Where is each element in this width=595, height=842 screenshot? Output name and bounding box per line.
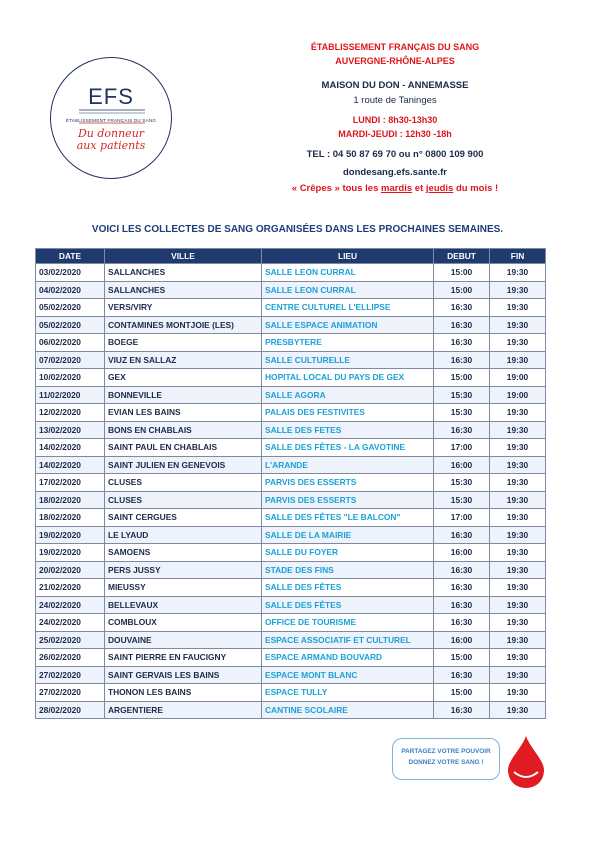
cell-ville: SAINT GERVAIS LES BAINS xyxy=(105,666,262,684)
logo-tagline xyxy=(51,128,171,152)
cell-ville: COMBLOUX xyxy=(105,614,262,632)
cell-ville: EVIAN LES BAINS xyxy=(105,404,262,422)
header-debut: DEBUT xyxy=(434,249,490,264)
table-row xyxy=(36,649,546,667)
cell-debut: 16:30 xyxy=(434,421,490,439)
cell-date: 24/02/2020 xyxy=(36,614,105,632)
cell-lieu: ESPACE ARMAND BOUVARD xyxy=(262,649,434,667)
table-row xyxy=(36,404,546,422)
cell-lieu: HOPITAL LOCAL DU PAYS DE GEX xyxy=(262,369,434,387)
cell-debut: 16:30 xyxy=(434,299,490,317)
cell-date: 06/02/2020 xyxy=(36,334,105,352)
table-row xyxy=(36,474,546,492)
cell-fin: 19:30 xyxy=(490,649,546,667)
cell-fin: 19:30 xyxy=(490,421,546,439)
cell-fin: 19:30 xyxy=(490,299,546,317)
cell-lieu: ESPACE MONT BLANC xyxy=(262,666,434,684)
cell-debut: 16:00 xyxy=(434,631,490,649)
cell-lieu: STADE DES FINS xyxy=(262,561,434,579)
cell-ville: SALLANCHES xyxy=(105,281,262,299)
cell-debut: 16:30 xyxy=(434,701,490,719)
cell-date: 12/02/2020 xyxy=(36,404,105,422)
hours-monday: LUNDI : 8h30-13h30 xyxy=(352,115,438,125)
cell-fin: 19:30 xyxy=(490,474,546,492)
cell-lieu: OFFICE DE TOURISME xyxy=(262,614,434,632)
cell-ville: SAINT JULIEN EN GENEVOIS xyxy=(105,456,262,474)
site-name: MAISON DU DON - ANNEMASSE xyxy=(321,80,469,91)
table-row xyxy=(36,421,546,439)
cell-lieu: L'ARANDE xyxy=(262,456,434,474)
cell-ville: BELLEVAUX xyxy=(105,596,262,614)
site-address: 1 route de Taninges xyxy=(353,95,437,106)
cell-ville: THONON LES BAINS xyxy=(105,684,262,702)
table-row xyxy=(36,264,546,282)
cell-date: 03/02/2020 xyxy=(36,264,105,282)
cell-fin: 19:30 xyxy=(490,334,546,352)
cell-debut: 16:00 xyxy=(434,456,490,474)
cell-lieu: PARVIS DES ESSERTS xyxy=(262,474,434,492)
crepes-note xyxy=(250,183,540,194)
crepes-tuesdays: mardis xyxy=(381,183,413,194)
cell-lieu: SALLE DES FÊTES "LE BALCON" xyxy=(262,509,434,527)
table-row xyxy=(36,684,546,702)
cell-fin: 19:30 xyxy=(490,544,546,562)
cell-lieu: PALAIS DES FESTIVITES xyxy=(262,404,434,422)
cell-ville: CONTAMINES MONTJOIE (LES) xyxy=(105,316,262,334)
cell-lieu: SALLE DE LA MAIRIE xyxy=(262,526,434,544)
table-row xyxy=(36,281,546,299)
table-body xyxy=(36,264,546,719)
badge-line-2: DONNEZ VOTRE SANG ! xyxy=(408,759,484,766)
badge-line-1: PARTAGEZ VOTRE POUVOIR xyxy=(401,748,491,755)
cell-debut: 16:30 xyxy=(434,614,490,632)
header-ville: VILLE xyxy=(105,249,262,264)
cell-fin: 19:30 xyxy=(490,351,546,369)
cell-date: 19/02/2020 xyxy=(36,544,105,562)
cell-ville: SAINT CERGUES xyxy=(105,509,262,527)
cell-fin: 19:00 xyxy=(490,386,546,404)
cell-ville: SAINT PAUL EN CHABLAIS xyxy=(105,439,262,457)
cell-lieu: PRESBYTERE xyxy=(262,334,434,352)
cell-fin: 19:30 xyxy=(490,456,546,474)
cell-lieu: SALLE DES FÊTES - LA GAVOTINE xyxy=(262,439,434,457)
cell-fin: 19:30 xyxy=(490,264,546,282)
cell-fin: 19:30 xyxy=(490,404,546,422)
cell-ville: CLUSES xyxy=(105,491,262,509)
blood-drop-icon xyxy=(504,734,548,795)
table-row xyxy=(36,386,546,404)
cell-date: 07/02/2020 xyxy=(36,351,105,369)
cell-debut: 15:30 xyxy=(434,404,490,422)
cell-debut: 15:00 xyxy=(434,281,490,299)
table-row xyxy=(36,596,546,614)
cell-ville: ARGENTIERE xyxy=(105,701,262,719)
crepes-text-a: « Crêpes » tous les xyxy=(291,183,381,194)
cell-fin: 19:30 xyxy=(490,439,546,457)
cell-date: 27/02/2020 xyxy=(36,666,105,684)
cell-date: 14/02/2020 xyxy=(36,456,105,474)
cell-lieu: ESPACE TULLY xyxy=(262,684,434,702)
page-title: VOICI LES COLLECTES DE SANG ORGANISÉES DANS LES PROCHAINES SEMAINES. xyxy=(91,224,504,235)
cell-fin: 19:30 xyxy=(490,579,546,597)
table-row xyxy=(36,439,546,457)
cell-date: 11/02/2020 xyxy=(36,386,105,404)
cell-lieu: SALLE LEON CURRAL xyxy=(262,281,434,299)
table-row xyxy=(36,666,546,684)
cell-ville: BONS EN CHABLAIS xyxy=(105,421,262,439)
header-lieu: LIEU xyxy=(262,249,434,264)
cell-debut: 16:30 xyxy=(434,316,490,334)
crepes-thursdays: jeudis xyxy=(425,183,454,194)
cell-date: 26/02/2020 xyxy=(36,649,105,667)
cell-ville: SAMOENS xyxy=(105,544,262,562)
cell-lieu: PARVIS DES ESSERTS xyxy=(262,491,434,509)
org-name: ÉTABLISSEMENT FRANÇAIS DU SANG xyxy=(310,42,480,52)
table-header-row xyxy=(36,249,546,264)
cell-ville: BONNEVILLE xyxy=(105,386,262,404)
cell-ville: VERS/VIRY xyxy=(105,299,262,317)
cell-debut: 15:00 xyxy=(434,264,490,282)
cell-debut: 16:00 xyxy=(434,544,490,562)
table-row xyxy=(36,614,546,632)
cell-ville: GEX xyxy=(105,369,262,387)
crepes-text-b: et xyxy=(412,183,426,194)
cell-ville: SAINT PIERRE EN FAUCIGNY xyxy=(105,649,262,667)
org-region: AUVERGNE-RHÔNE-ALPES xyxy=(335,56,455,66)
cell-date: 18/02/2020 xyxy=(36,491,105,509)
table-row xyxy=(36,544,546,562)
cell-fin: 19:30 xyxy=(490,509,546,527)
logo-tagline-1: Du donneur xyxy=(77,127,145,140)
cell-date: 05/02/2020 xyxy=(36,316,105,334)
cell-lieu: SALLE DES FÊTES xyxy=(262,579,434,597)
cell-ville: MIEUSSY xyxy=(105,579,262,597)
cell-date: 13/02/2020 xyxy=(36,421,105,439)
cell-debut: 15:30 xyxy=(434,386,490,404)
cell-debut: 16:30 xyxy=(434,561,490,579)
cell-date: 05/02/2020 xyxy=(36,299,105,317)
logo-tagline-2: aux patients xyxy=(76,139,146,152)
table-row xyxy=(36,316,546,334)
table-row xyxy=(36,526,546,544)
cell-fin: 19:30 xyxy=(490,701,546,719)
cell-debut: 15:00 xyxy=(434,649,490,667)
cell-ville: PERS JUSSY xyxy=(105,561,262,579)
table-row xyxy=(36,509,546,527)
cell-date: 19/02/2020 xyxy=(36,526,105,544)
cell-lieu: CENTRE CULTUREL L'ELLIPSE xyxy=(262,299,434,317)
cell-date: 14/02/2020 xyxy=(36,439,105,457)
cell-debut: 15:30 xyxy=(434,491,490,509)
table-row xyxy=(36,334,546,352)
cell-ville: LE LYAUD xyxy=(105,526,262,544)
cell-date: 28/02/2020 xyxy=(36,701,105,719)
cell-ville: BOEGE xyxy=(105,334,262,352)
logo-acronym: EFS xyxy=(88,84,134,109)
cell-lieu: SALLE CULTURELLE xyxy=(262,351,434,369)
collections-table xyxy=(35,248,546,719)
cell-fin: 19:30 xyxy=(490,316,546,334)
cell-fin: 19:30 xyxy=(490,684,546,702)
share-power-badge xyxy=(392,738,500,780)
table-row xyxy=(36,491,546,509)
cell-date: 20/02/2020 xyxy=(36,561,105,579)
cell-debut: 16:30 xyxy=(434,334,490,352)
website-link[interactable]: dondesang.efs.sante.fr xyxy=(343,167,447,178)
cell-date: 17/02/2020 xyxy=(36,474,105,492)
table-row xyxy=(36,351,546,369)
cell-date: 10/02/2020 xyxy=(36,369,105,387)
cell-lieu: SALLE LEON CURRAL xyxy=(262,264,434,282)
cell-fin: 19:30 xyxy=(490,526,546,544)
table-row xyxy=(36,561,546,579)
table-row xyxy=(36,299,546,317)
cell-debut: 17:00 xyxy=(434,509,490,527)
cell-debut: 15:00 xyxy=(434,684,490,702)
table-row xyxy=(36,369,546,387)
cell-ville: CLUSES xyxy=(105,474,262,492)
cell-lieu: CANTINE SCOLAIRE xyxy=(262,701,434,719)
header-date: DATE xyxy=(36,249,105,264)
cell-lieu: SALLE DU FOYER xyxy=(262,544,434,562)
cell-lieu: SALLE DES FETES xyxy=(262,421,434,439)
cell-lieu: SALLE AGORA xyxy=(262,386,434,404)
cell-fin: 19:30 xyxy=(490,631,546,649)
table-row xyxy=(36,579,546,597)
cell-fin: 19:30 xyxy=(490,666,546,684)
table-row xyxy=(36,701,546,719)
cell-debut: 16:30 xyxy=(434,351,490,369)
cell-debut: 16:30 xyxy=(434,579,490,597)
crepes-text-c: du mois ! xyxy=(453,183,499,194)
logo-subtitle: ÉTABLISSEMENT FRANÇAIS DU SANG xyxy=(65,118,157,123)
cell-fin: 19:30 xyxy=(490,596,546,614)
efs-logo xyxy=(50,57,172,179)
cell-ville: SALLANCHES xyxy=(105,264,262,282)
table-row xyxy=(36,456,546,474)
cell-debut: 17:00 xyxy=(434,439,490,457)
cell-date: 27/02/2020 xyxy=(36,684,105,702)
cell-fin: 19:30 xyxy=(490,491,546,509)
cell-lieu: SALLE ESPACE ANIMATION xyxy=(262,316,434,334)
cell-date: 18/02/2020 xyxy=(36,509,105,527)
cell-ville: VIUZ EN SALLAZ xyxy=(105,351,262,369)
cell-lieu: SALLE DES FÊTES xyxy=(262,596,434,614)
cell-date: 25/02/2020 xyxy=(36,631,105,649)
cell-debut: 15:00 xyxy=(434,369,490,387)
cell-fin: 19:30 xyxy=(490,614,546,632)
cell-debut: 15:30 xyxy=(434,474,490,492)
cell-debut: 16:30 xyxy=(434,596,490,614)
cell-ville: DOUVAINE xyxy=(105,631,262,649)
cell-fin: 19:30 xyxy=(490,561,546,579)
hours-tue-thu: MARDI-JEUDI : 12h30 -18h xyxy=(338,129,452,139)
table-row xyxy=(36,631,546,649)
cell-debut: 16:30 xyxy=(434,526,490,544)
cell-date: 21/02/2020 xyxy=(36,579,105,597)
phone-info: TEL : 04 50 87 69 70 ou n° 0800 109 900 xyxy=(306,149,484,160)
cell-date: 24/02/2020 xyxy=(36,596,105,614)
cell-debut: 16:30 xyxy=(434,666,490,684)
cell-lieu: ESPACE ASSOCIATIF ET CULTUREL xyxy=(262,631,434,649)
header-fin: FIN xyxy=(490,249,546,264)
cell-date: 04/02/2020 xyxy=(36,281,105,299)
cell-fin: 19:00 xyxy=(490,369,546,387)
cell-fin: 19:30 xyxy=(490,281,546,299)
